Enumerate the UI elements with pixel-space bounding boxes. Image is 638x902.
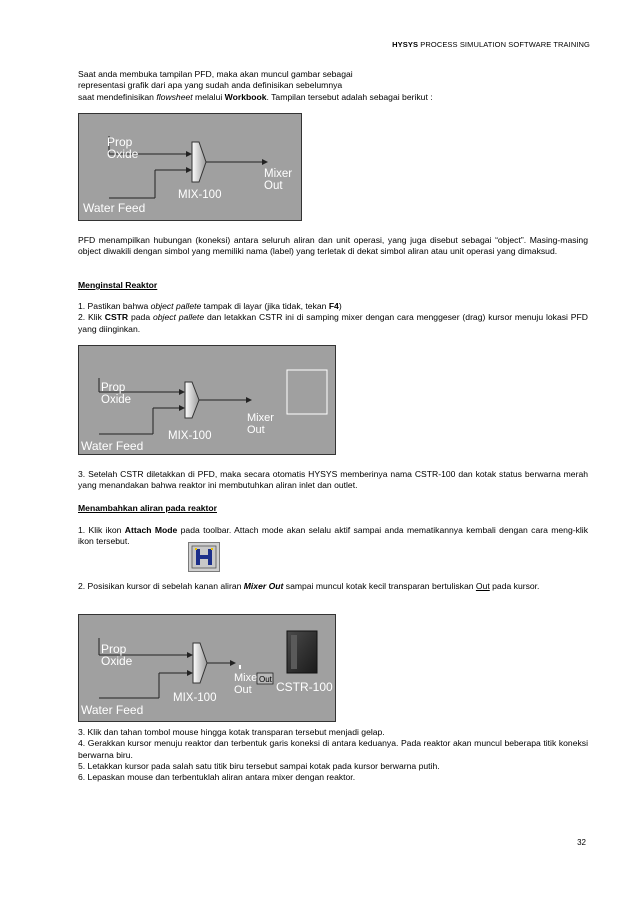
intro-line-2: representasi grafik dari apa yang sudah anda definisikan sebelumnya — [78, 80, 343, 91]
label-oxide: Oxide — [107, 147, 139, 161]
label-mix100: MIX-100 — [173, 692, 217, 704]
cursor-out-label: Out — [259, 675, 272, 684]
label-water-feed: Water Feed — [81, 703, 144, 717]
step-1: 1. Pastikan bahwa object pallete tampak di layar (jika tidak, tekan F4) — [78, 301, 342, 311]
label-prop: Prop — [101, 382, 126, 394]
step-3: 3. Setelah CSTR diletakkan di PFD, maka secara otomatis HYSYS memberinya nama CSTR-100 dan kotak status berwarna merah yang menandakan bahwa reaktor ini membutuhkan aliran inlet dan outlet. — [78, 469, 588, 491]
section2-step-2: 2. Posisikan kursor di sebelah kanan aliran Mixer Out sampai muncul kotak kecil transparan bertuliskan Out pada kursor. — [78, 581, 540, 591]
pfd-image-1 — [78, 113, 302, 221]
cstr-placeholder-box — [287, 370, 327, 414]
section1-steps — [78, 301, 588, 335]
label-out: Out — [234, 684, 252, 696]
label-water-feed: Water Feed — [81, 439, 144, 453]
mixer-symbol — [193, 643, 207, 683]
label-mix100: MIX-100 — [178, 189, 222, 201]
label-prop: Prop — [107, 135, 133, 149]
label-mixer-partial: Mixe — [234, 672, 258, 684]
pfd-description: PFD menampilkan hubungan (koneksi) antara seluruh aliran dan unit operasi, yang juga disebut sebagai “object”. Masing-masing object diwakili dengan simbol yang memiliki nama (label) yang terletak di dekat simbol aliran atau unit operasi yang dimaksud. — [78, 235, 588, 257]
section-heading-add-stream: Menambahkan aliran pada reaktor — [78, 503, 217, 513]
attach-mode-icon[interactable] — [188, 542, 220, 572]
section2-step-4: 4. Gerakkan kursor menuju reaktor dan terbentuk garis koneksi di antara keduanya. Pada reaktor akan muncul beberapa titik koneksi berwarna biru. — [78, 738, 588, 760]
label-mixer: Mixer — [247, 412, 274, 424]
mixer-symbol — [192, 142, 206, 182]
label-oxide: Oxide — [101, 394, 132, 406]
intro-line-1: Saat anda membuka tampilan PFD, maka akan muncul gambar sebagai — [78, 69, 353, 79]
section2-step-6: 6. Lepaskan mouse dan terbentuklah aliran antara mixer dengan reaktor. — [78, 772, 356, 783]
page-header — [392, 40, 590, 49]
section2-step-5: 5. Letakkan kursor pada salah satu titik biru tersebut sampai kotak pada kursor berwarna putih. — [78, 760, 440, 771]
header-title: PROCESS SIMULATION SOFTWARE TRAINING — [420, 40, 590, 49]
section2-step-3: 3. Klik dan tahan tombol mouse hingga kotak transparan tersebut menjadi gelap. — [78, 727, 385, 737]
label-out: Out — [264, 180, 283, 192]
label-prop: Prop — [101, 642, 127, 656]
label-mixer: Mixer — [264, 168, 293, 180]
label-out: Out — [247, 424, 265, 436]
label-oxide: Oxide — [101, 654, 133, 668]
page-number: 32 — [577, 838, 586, 847]
pfd-image-2 — [78, 345, 336, 455]
label-mix100: MIX-100 — [168, 430, 212, 442]
intro-line-3: saat mendefinisikan flowsheet melalui Workbook. Tampilan tersebut adalah sebagai berikut : — [78, 91, 433, 102]
mixer-symbol — [185, 382, 199, 418]
section2-steps-rest — [78, 727, 588, 783]
label-water-feed: Water Feed — [83, 201, 146, 215]
step-2: 2. Klik CSTR pada object pallete dan letakkan CSTR ini di samping mixer dengan cara menggeser (drag) kursor menuju lokasi PFD yang diinginkan. — [78, 312, 588, 334]
pfd-image-3 — [78, 614, 336, 722]
section2-step-1: 1. Klik ikon Attach Mode pada toolbar. Attach mode akan selalu aktif sampai anda mematikannya kembali dengan cara meng-klik ikon tersebut. — [78, 525, 588, 547]
header-brand: HYSYS — [392, 40, 419, 49]
intro-paragraph — [78, 69, 588, 103]
label-cstr100: CSTR-100 — [276, 680, 333, 694]
section-heading-install-reactor: Menginstal Reaktor — [78, 280, 158, 290]
